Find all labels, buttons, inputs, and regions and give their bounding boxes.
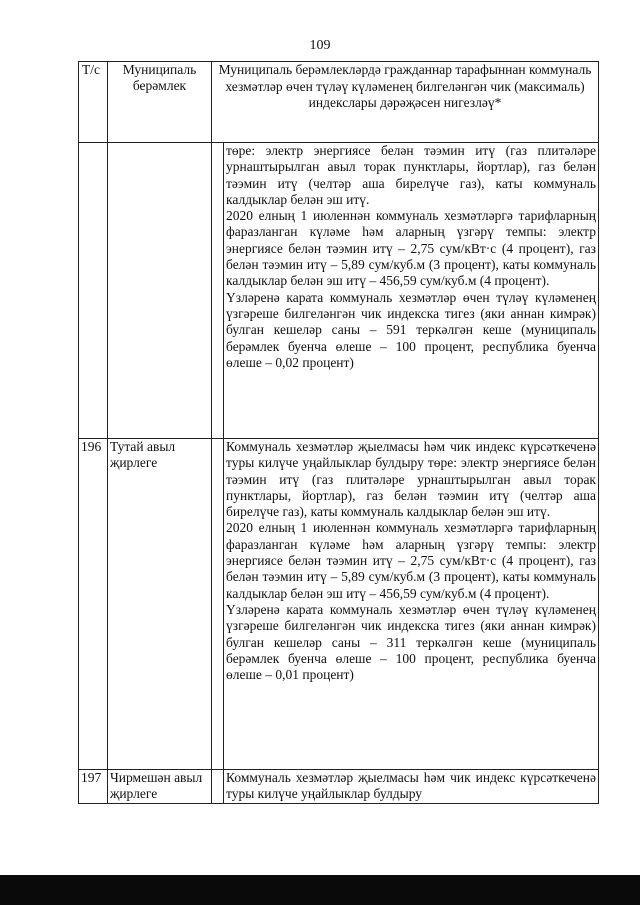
scan-edge-bar xyxy=(0,875,640,905)
row-municipality: Тутай авыл җирлеге xyxy=(108,439,212,770)
row-number: 196 xyxy=(79,439,108,770)
table-row xyxy=(79,143,599,439)
row-description xyxy=(224,143,599,439)
header-description: Муниципаль берәмлекләрдә гражданнар тарафыннан коммуналь хезмәтләр өчен түләү күләменең билгеләнгән чик (максималь) индекслары дәрәҗәсен нигезләү* xyxy=(212,62,599,143)
description-paragraph: Коммуналь хезмәтләр җыелмасы һәм чик индекс күрсәткеченә туры килүче уңайлыклар булдыру төре: электр энергиясе белән тәэмин итү (газ плитәләре урнаштырылган авыл торак пунктлары, йортлар), газ белән тәэмин итү (челтәр аша бирелүче газ), каты коммуналь калдыклар белән эш итү. xyxy=(226,439,596,520)
table-row xyxy=(79,439,599,770)
description-paragraph: Үзләренә карата коммуналь хезмәтләр өчен түләү күләменең үзгәреше билгеләнгән чик индекска тигез (яки аннан кимрәк) булган кешеләр саны – 591 теркәлгән кеше (муниципаль берәмлек буенча өлеше – 100 процент, республика буенча өлеше – 0,02 процент) xyxy=(226,289,596,370)
row-spacer xyxy=(212,770,224,804)
description-paragraph: төре: электр энергиясе белән тәэмин итү (газ плитәләре урнаштырылган авыл торак пунктлары, йортлар), газ белән тәэмин итү (челтәр аша бирелүче газ), каты коммуналь калдыклар белән эш итү. xyxy=(226,143,596,207)
table-header-row xyxy=(79,62,599,143)
row-spacer xyxy=(212,143,224,439)
page-number: 109 xyxy=(309,38,331,53)
row-description xyxy=(224,439,599,770)
description-paragraph: Коммуналь хезмәтләр җыелмасы һәм чик индекс күрсәткеченә туры килүче уңайлыклар булдыру xyxy=(226,770,596,802)
table-row xyxy=(79,770,599,804)
description-paragraph: 2020 елның 1 июленнән коммуналь хезмәтләргә тарифларның фаразланган күләме һәм аларның үзгәрү темпы: электр энергиясе белән тәэмин итү – 2,75 сум/кВт·с (4 процент), газ белән тәэмин итү – 5,89 сум/куб.м (3 процент), каты коммуналь калдыклар белән эш итү – 456,59 сум/куб.м (4 процент). xyxy=(226,208,596,289)
header-number: Т/с xyxy=(79,62,108,143)
row-municipality: Чирмешән авыл җирлеге xyxy=(108,770,212,804)
row-number xyxy=(79,143,108,439)
description-paragraph: Үзләренә карата коммуналь хезмәтләр өчен түләү күләменең үзгәреше билгеләнгән чик индекска тигез (яки аннан кимрәк) булган кешеләр саны – 311 теркәлгән кеше (муниципаль берәмлек буенча өлеше – 100 процент, республика буенча өлеше – 0,01 процент) xyxy=(226,601,596,683)
description-paragraph: 2020 елның 1 июленнән коммуналь хезмәтләргә тарифларның фаразланган күләме һәм аларның үзгәрү темпы: электр энергиясе белән тәэмин итү – 2,75 сум/кВт·с (4 процент), газ белән тәэмин итү – 5,89 сум/куб.м (3 процент), каты коммуналь калдыклар белән эш итү – 456,59 сум/куб.м (4 процент). xyxy=(226,520,596,601)
header-municipality: Муниципаль берәмлек xyxy=(108,62,212,143)
tariff-index-table xyxy=(78,61,599,804)
row-number: 197 xyxy=(79,770,108,804)
row-municipality xyxy=(108,143,212,439)
row-description xyxy=(224,770,599,804)
row-spacer xyxy=(212,439,224,770)
